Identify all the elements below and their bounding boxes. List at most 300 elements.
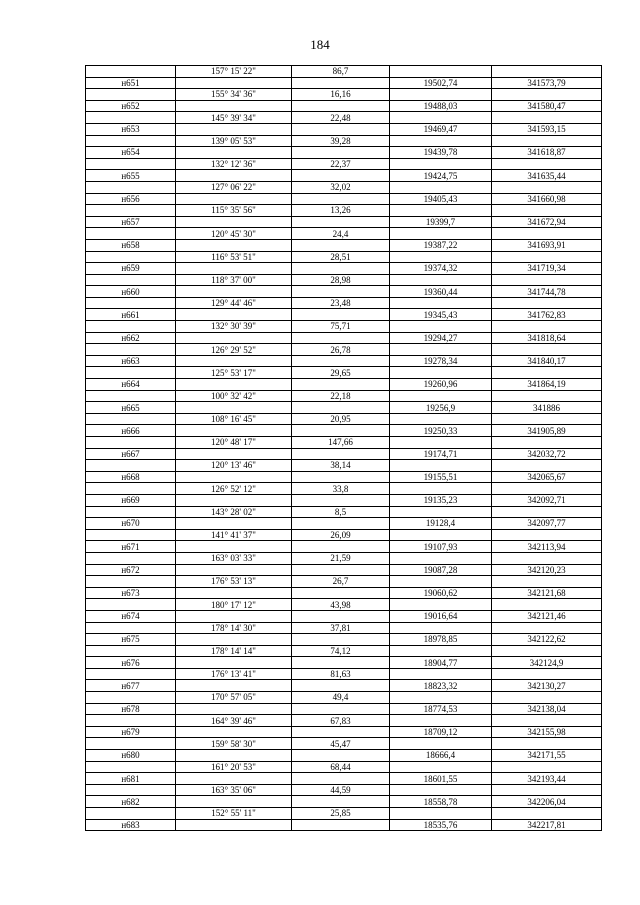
point-row bbox=[86, 147, 602, 159]
point-row bbox=[86, 402, 602, 414]
point-row bbox=[86, 564, 602, 576]
point-name: н651 bbox=[86, 77, 176, 89]
empty-cell bbox=[292, 773, 390, 785]
empty-cell bbox=[176, 100, 292, 112]
point-row bbox=[86, 796, 602, 808]
coord-y: 342092,71 bbox=[492, 494, 602, 506]
segment-row bbox=[86, 251, 602, 263]
direction-angle: 143° 28' 02" bbox=[176, 506, 292, 518]
point-name: н664 bbox=[86, 379, 176, 391]
empty-cell bbox=[492, 761, 602, 773]
coord-y: 341905,89 bbox=[492, 425, 602, 437]
coord-x: 18978,85 bbox=[390, 634, 492, 646]
empty-cell bbox=[292, 286, 390, 298]
direction-angle: 180° 17' 12" bbox=[176, 599, 292, 611]
point-row bbox=[86, 750, 602, 762]
segment-row bbox=[86, 66, 602, 78]
coord-y: 341693,91 bbox=[492, 239, 602, 251]
point-row bbox=[86, 77, 602, 89]
segment-length: 38,14 bbox=[292, 460, 390, 472]
segment-row bbox=[86, 506, 602, 518]
segment-length: 21,59 bbox=[292, 552, 390, 564]
direction-angle: 120° 48' 17" bbox=[176, 437, 292, 449]
segment-row bbox=[86, 89, 602, 101]
coord-y: 342193,44 bbox=[492, 773, 602, 785]
empty-cell bbox=[390, 529, 492, 541]
point-name: н655 bbox=[86, 170, 176, 182]
empty-cell bbox=[86, 738, 176, 750]
point-row bbox=[86, 657, 602, 669]
point-row bbox=[86, 471, 602, 483]
empty-cell bbox=[492, 228, 602, 240]
coord-y: 341818,64 bbox=[492, 332, 602, 344]
empty-cell bbox=[390, 692, 492, 704]
empty-cell bbox=[86, 437, 176, 449]
point-name: н676 bbox=[86, 657, 176, 669]
empty-cell bbox=[292, 750, 390, 762]
direction-angle: 145° 39' 34" bbox=[176, 112, 292, 124]
empty-cell bbox=[492, 529, 602, 541]
point-name: н682 bbox=[86, 796, 176, 808]
coord-x: 19387,22 bbox=[390, 239, 492, 251]
coord-x: 19135,23 bbox=[390, 494, 492, 506]
coord-y: 342113,94 bbox=[492, 541, 602, 553]
coord-x: 18666,4 bbox=[390, 750, 492, 762]
coord-x: 19128,4 bbox=[390, 518, 492, 530]
empty-cell bbox=[86, 158, 176, 170]
empty-cell bbox=[86, 715, 176, 727]
empty-cell bbox=[492, 181, 602, 193]
empty-cell bbox=[176, 448, 292, 460]
coord-y: 342032,72 bbox=[492, 448, 602, 460]
empty-cell bbox=[86, 413, 176, 425]
empty-cell bbox=[292, 355, 390, 367]
segment-length: 45,47 bbox=[292, 738, 390, 750]
segment-length: 24,4 bbox=[292, 228, 390, 240]
empty-cell bbox=[390, 228, 492, 240]
empty-cell bbox=[390, 715, 492, 727]
empty-cell bbox=[492, 135, 602, 147]
empty-cell bbox=[492, 66, 602, 78]
empty-cell bbox=[86, 761, 176, 773]
segment-length: 81,63 bbox=[292, 668, 390, 680]
empty-cell bbox=[176, 773, 292, 785]
direction-angle: 141° 41' 37" bbox=[176, 529, 292, 541]
point-name: н652 bbox=[86, 100, 176, 112]
empty-cell bbox=[176, 355, 292, 367]
point-name: н657 bbox=[86, 216, 176, 228]
empty-cell bbox=[292, 425, 390, 437]
empty-cell bbox=[492, 437, 602, 449]
coord-y: 341580,47 bbox=[492, 100, 602, 112]
point-name: н669 bbox=[86, 494, 176, 506]
empty-cell bbox=[176, 216, 292, 228]
coord-y: 341864,19 bbox=[492, 379, 602, 391]
coord-x: 18558,78 bbox=[390, 796, 492, 808]
segment-row bbox=[86, 738, 602, 750]
empty-cell bbox=[86, 692, 176, 704]
point-row bbox=[86, 425, 602, 437]
empty-cell bbox=[492, 112, 602, 124]
direction-angle: 100° 32' 42" bbox=[176, 390, 292, 402]
point-name: н673 bbox=[86, 587, 176, 599]
point-name: н666 bbox=[86, 425, 176, 437]
segment-row bbox=[86, 761, 602, 773]
segment-length: 37,81 bbox=[292, 622, 390, 634]
direction-angle: 152° 55' 11" bbox=[176, 808, 292, 820]
segment-length: 75,71 bbox=[292, 321, 390, 333]
empty-cell bbox=[492, 576, 602, 588]
empty-cell bbox=[292, 703, 390, 715]
empty-cell bbox=[176, 286, 292, 298]
empty-cell bbox=[292, 634, 390, 646]
segment-row bbox=[86, 576, 602, 588]
segment-length: 39,28 bbox=[292, 135, 390, 147]
empty-cell bbox=[176, 680, 292, 692]
point-row bbox=[86, 239, 602, 251]
empty-cell bbox=[492, 205, 602, 217]
direction-angle: 132° 12' 36" bbox=[176, 158, 292, 170]
empty-cell bbox=[86, 529, 176, 541]
page-number: 184 bbox=[310, 37, 330, 52]
direction-angle: 176° 13' 41" bbox=[176, 668, 292, 680]
empty-cell bbox=[390, 321, 492, 333]
direction-angle: 170° 57' 05" bbox=[176, 692, 292, 704]
point-name: н658 bbox=[86, 239, 176, 251]
empty-cell bbox=[390, 460, 492, 472]
point-row bbox=[86, 193, 602, 205]
point-row bbox=[86, 170, 602, 182]
empty-cell bbox=[492, 506, 602, 518]
segment-length: 26,7 bbox=[292, 576, 390, 588]
empty-cell bbox=[86, 344, 176, 356]
point-row bbox=[86, 216, 602, 228]
empty-cell bbox=[176, 750, 292, 762]
segment-length: 23,48 bbox=[292, 297, 390, 309]
point-name: н679 bbox=[86, 726, 176, 738]
segment-length: 26,78 bbox=[292, 344, 390, 356]
coord-x: 19469,47 bbox=[390, 123, 492, 135]
empty-cell bbox=[492, 460, 602, 472]
empty-cell bbox=[86, 89, 176, 101]
empty-cell bbox=[292, 564, 390, 576]
coord-y: 342217,81 bbox=[492, 819, 602, 831]
segment-length: 25,85 bbox=[292, 808, 390, 820]
coord-x: 18535,76 bbox=[390, 819, 492, 831]
empty-cell bbox=[86, 205, 176, 217]
empty-cell bbox=[292, 216, 390, 228]
empty-cell bbox=[390, 437, 492, 449]
coord-y: 342206,04 bbox=[492, 796, 602, 808]
empty-cell bbox=[492, 692, 602, 704]
point-name: н663 bbox=[86, 355, 176, 367]
empty-cell bbox=[390, 390, 492, 402]
empty-cell bbox=[86, 668, 176, 680]
empty-cell bbox=[390, 808, 492, 820]
empty-cell bbox=[292, 448, 390, 460]
empty-cell bbox=[390, 135, 492, 147]
empty-cell bbox=[390, 645, 492, 657]
direction-angle: 129° 44' 46" bbox=[176, 297, 292, 309]
segment-row bbox=[86, 552, 602, 564]
segment-length: 20,95 bbox=[292, 413, 390, 425]
empty-cell bbox=[390, 274, 492, 286]
coord-y: 341886 bbox=[492, 402, 602, 414]
direction-angle: 120° 13' 46" bbox=[176, 460, 292, 472]
empty-cell bbox=[390, 297, 492, 309]
coord-x: 19345,43 bbox=[390, 309, 492, 321]
point-row bbox=[86, 494, 602, 506]
segment-length: 33,8 bbox=[292, 483, 390, 495]
point-name: н661 bbox=[86, 309, 176, 321]
segment-row bbox=[86, 622, 602, 634]
empty-cell bbox=[292, 193, 390, 205]
segment-row bbox=[86, 205, 602, 217]
empty-cell bbox=[390, 367, 492, 379]
empty-cell bbox=[292, 379, 390, 391]
empty-cell bbox=[492, 344, 602, 356]
empty-cell bbox=[390, 761, 492, 773]
point-row bbox=[86, 100, 602, 112]
coord-y: 342122,62 bbox=[492, 634, 602, 646]
coord-x: 19087,28 bbox=[390, 564, 492, 576]
coord-y: 342124,9 bbox=[492, 657, 602, 669]
empty-cell bbox=[492, 645, 602, 657]
segment-length: 13,26 bbox=[292, 205, 390, 217]
coord-y: 342097,77 bbox=[492, 518, 602, 530]
empty-cell bbox=[390, 622, 492, 634]
segment-length: 86,7 bbox=[292, 66, 390, 78]
direction-angle: 118° 37' 00" bbox=[176, 274, 292, 286]
coord-y: 341635,44 bbox=[492, 170, 602, 182]
segment-length: 68,44 bbox=[292, 761, 390, 773]
empty-cell bbox=[492, 297, 602, 309]
point-name: н667 bbox=[86, 448, 176, 460]
point-name: н653 bbox=[86, 123, 176, 135]
direction-angle: 164° 39' 46" bbox=[176, 715, 292, 727]
empty-cell bbox=[292, 541, 390, 553]
empty-cell bbox=[176, 471, 292, 483]
direction-angle: 116° 53' 51" bbox=[176, 251, 292, 263]
coord-y: 342155,98 bbox=[492, 726, 602, 738]
empty-cell bbox=[492, 599, 602, 611]
point-name: н681 bbox=[86, 773, 176, 785]
point-row bbox=[86, 518, 602, 530]
point-row bbox=[86, 587, 602, 599]
point-row bbox=[86, 123, 602, 135]
empty-cell bbox=[292, 309, 390, 321]
empty-cell bbox=[86, 506, 176, 518]
empty-cell bbox=[492, 808, 602, 820]
empty-cell bbox=[390, 112, 492, 124]
point-name: н671 bbox=[86, 541, 176, 553]
segment-length: 49,4 bbox=[292, 692, 390, 704]
coord-y: 341618,87 bbox=[492, 147, 602, 159]
segment-length: 22,48 bbox=[292, 112, 390, 124]
point-row bbox=[86, 286, 602, 298]
empty-cell bbox=[292, 147, 390, 159]
point-row bbox=[86, 634, 602, 646]
empty-cell bbox=[86, 622, 176, 634]
empty-cell bbox=[176, 425, 292, 437]
empty-cell bbox=[86, 181, 176, 193]
empty-cell bbox=[176, 379, 292, 391]
coord-y: 342121,68 bbox=[492, 587, 602, 599]
coord-x: 19256,9 bbox=[390, 402, 492, 414]
empty-cell bbox=[292, 123, 390, 135]
empty-cell bbox=[390, 599, 492, 611]
empty-cell bbox=[86, 390, 176, 402]
empty-cell bbox=[86, 228, 176, 240]
empty-cell bbox=[390, 181, 492, 193]
point-name: н674 bbox=[86, 610, 176, 622]
empty-cell bbox=[292, 587, 390, 599]
coord-x: 19278,34 bbox=[390, 355, 492, 367]
point-row bbox=[86, 379, 602, 391]
point-row bbox=[86, 355, 602, 367]
point-row bbox=[86, 610, 602, 622]
segment-row bbox=[86, 413, 602, 425]
point-name: н672 bbox=[86, 564, 176, 576]
empty-cell bbox=[390, 344, 492, 356]
segment-row bbox=[86, 437, 602, 449]
empty-cell bbox=[86, 135, 176, 147]
empty-cell bbox=[176, 239, 292, 251]
coord-y: 342065,67 bbox=[492, 471, 602, 483]
empty-cell bbox=[292, 494, 390, 506]
empty-cell bbox=[292, 170, 390, 182]
empty-cell bbox=[292, 726, 390, 738]
segment-length: 67,83 bbox=[292, 715, 390, 727]
coord-y: 342121,46 bbox=[492, 610, 602, 622]
direction-angle: 178° 14' 14" bbox=[176, 645, 292, 657]
segment-length: 22,18 bbox=[292, 390, 390, 402]
coord-x: 19374,32 bbox=[390, 263, 492, 275]
empty-cell bbox=[292, 77, 390, 89]
empty-cell bbox=[176, 309, 292, 321]
empty-cell bbox=[390, 552, 492, 564]
coord-x: 18601,55 bbox=[390, 773, 492, 785]
point-name: н665 bbox=[86, 402, 176, 414]
empty-cell bbox=[86, 483, 176, 495]
point-row bbox=[86, 680, 602, 692]
segment-row bbox=[86, 599, 602, 611]
empty-cell bbox=[292, 471, 390, 483]
coord-y: 341672,94 bbox=[492, 216, 602, 228]
direction-angle: 127° 06' 22" bbox=[176, 181, 292, 193]
segment-row bbox=[86, 181, 602, 193]
segment-row bbox=[86, 390, 602, 402]
coord-y: 341719,34 bbox=[492, 263, 602, 275]
empty-cell bbox=[292, 332, 390, 344]
point-name: н680 bbox=[86, 750, 176, 762]
segment-row bbox=[86, 274, 602, 286]
coord-x: 18904,77 bbox=[390, 657, 492, 669]
segment-row bbox=[86, 529, 602, 541]
segment-row bbox=[86, 344, 602, 356]
empty-cell bbox=[390, 668, 492, 680]
empty-cell bbox=[492, 483, 602, 495]
empty-cell bbox=[390, 158, 492, 170]
segment-length: 32,02 bbox=[292, 181, 390, 193]
point-row bbox=[86, 703, 602, 715]
segment-length: 147,66 bbox=[292, 437, 390, 449]
coord-x: 19360,44 bbox=[390, 286, 492, 298]
segment-row bbox=[86, 135, 602, 147]
segment-length: 28,98 bbox=[292, 274, 390, 286]
empty-cell bbox=[176, 587, 292, 599]
empty-cell bbox=[292, 657, 390, 669]
empty-cell bbox=[390, 576, 492, 588]
empty-cell bbox=[86, 808, 176, 820]
direction-angle: 120° 45' 30" bbox=[176, 228, 292, 240]
point-name: н678 bbox=[86, 703, 176, 715]
point-row bbox=[86, 819, 602, 831]
segment-row bbox=[86, 228, 602, 240]
segment-row bbox=[86, 715, 602, 727]
empty-cell bbox=[492, 390, 602, 402]
point-row bbox=[86, 773, 602, 785]
empty-cell bbox=[292, 263, 390, 275]
segment-row bbox=[86, 483, 602, 495]
empty-cell bbox=[492, 668, 602, 680]
segment-length: 74,12 bbox=[292, 645, 390, 657]
empty-cell bbox=[176, 332, 292, 344]
segment-length: 43,98 bbox=[292, 599, 390, 611]
empty-cell bbox=[176, 657, 292, 669]
empty-cell bbox=[390, 738, 492, 750]
empty-cell bbox=[176, 77, 292, 89]
direction-angle: 125° 53' 17" bbox=[176, 367, 292, 379]
segment-row bbox=[86, 692, 602, 704]
coord-x: 19424,75 bbox=[390, 170, 492, 182]
direction-angle: 163° 35' 06" bbox=[176, 784, 292, 796]
empty-cell bbox=[86, 784, 176, 796]
point-row bbox=[86, 332, 602, 344]
empty-cell bbox=[492, 622, 602, 634]
coord-x: 19439,78 bbox=[390, 147, 492, 159]
empty-cell bbox=[492, 251, 602, 263]
point-row bbox=[86, 448, 602, 460]
empty-cell bbox=[292, 100, 390, 112]
empty-cell bbox=[176, 726, 292, 738]
empty-cell bbox=[176, 610, 292, 622]
coord-y: 341593,15 bbox=[492, 123, 602, 135]
segment-row bbox=[86, 460, 602, 472]
coord-x: 19250,33 bbox=[390, 425, 492, 437]
segment-row bbox=[86, 112, 602, 124]
empty-cell bbox=[292, 239, 390, 251]
coord-y: 341660,98 bbox=[492, 193, 602, 205]
coord-x: 19405,43 bbox=[390, 193, 492, 205]
coord-x: 19107,93 bbox=[390, 541, 492, 553]
empty-cell bbox=[292, 819, 390, 831]
direction-angle: 178° 14' 30" bbox=[176, 622, 292, 634]
empty-cell bbox=[492, 413, 602, 425]
point-name: н659 bbox=[86, 263, 176, 275]
coord-x: 19502,74 bbox=[390, 77, 492, 89]
point-name: н656 bbox=[86, 193, 176, 205]
empty-cell bbox=[176, 193, 292, 205]
direction-angle: 132° 30' 39" bbox=[176, 321, 292, 333]
empty-cell bbox=[292, 680, 390, 692]
empty-cell bbox=[390, 784, 492, 796]
direction-angle: 155° 34' 36" bbox=[176, 89, 292, 101]
direction-angle: 108° 16' 45" bbox=[176, 413, 292, 425]
empty-cell bbox=[86, 552, 176, 564]
direction-angle: 126° 52' 12" bbox=[176, 483, 292, 495]
segment-length: 16,16 bbox=[292, 89, 390, 101]
